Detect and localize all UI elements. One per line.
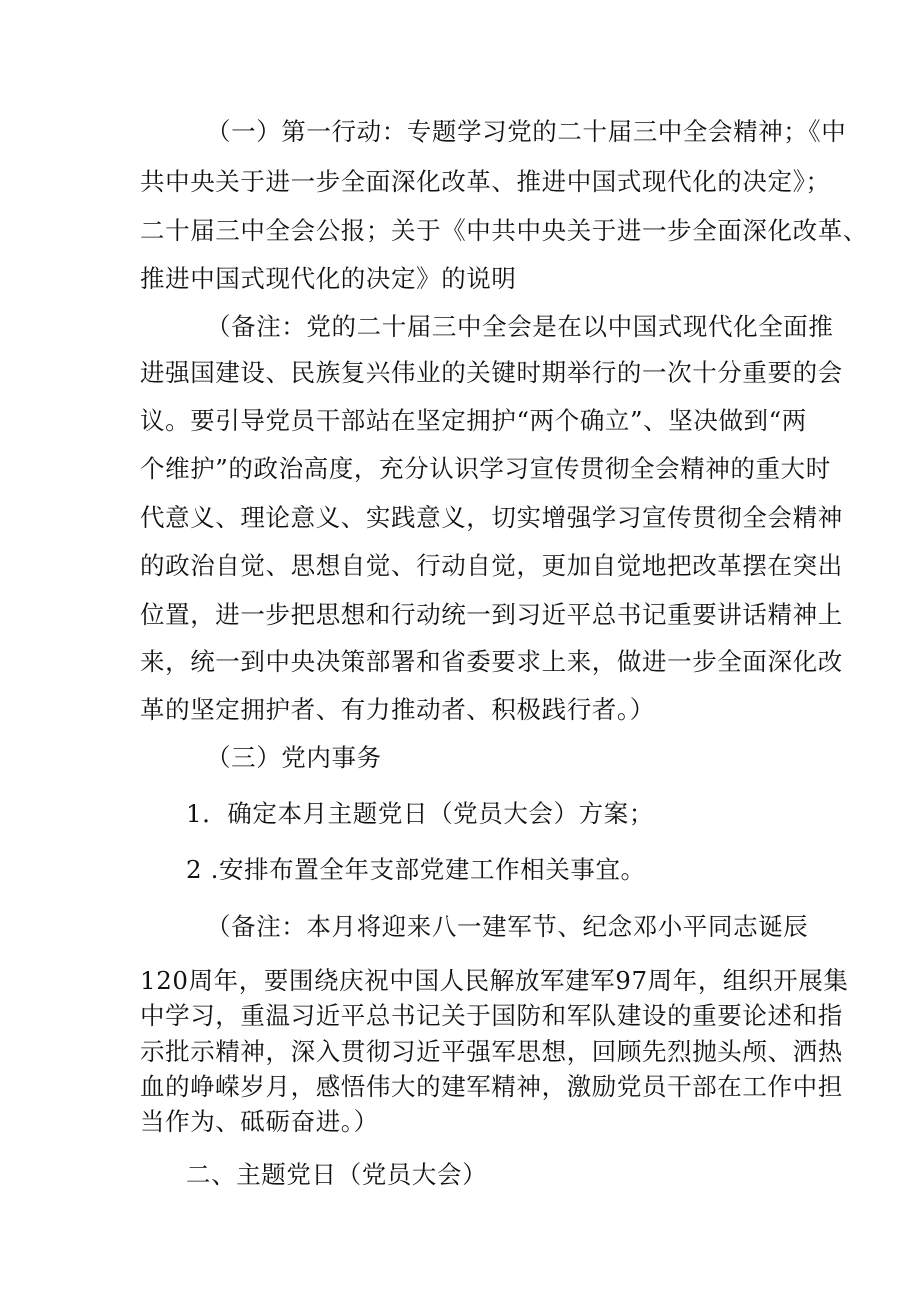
section3-heading: （三）党内事务 xyxy=(206,743,382,772)
note1-line-2: 进强国建设、民族复兴伟业的关键时期举行的一次十分重要的会 xyxy=(140,358,843,387)
note2-line-3: 中学习，重温习近平总书记关于国防和军队建设的重要论述和指 xyxy=(140,1001,843,1030)
section1-line-3: 二十届三中全会公报；关于《中共中央关于进一步全面深化改革、 xyxy=(140,216,868,245)
section3-item-2: 2 .安排布置全年支部党建工作相关事宜。 xyxy=(186,855,646,884)
note1-line-1: （备注：党的二十届三中全会是在以中国式现代化全面推 xyxy=(206,312,834,341)
note1-line-8: 来，统一到中央决策部署和省委要求上来，做进一步全面深化改 xyxy=(140,647,843,676)
note1-line-3: 议。要引导党员干部站在坚定拥护“两个确立”、坚决做到“两 xyxy=(140,406,807,435)
section1-line-2: 共中央关于进一步全面深化改革、推进中国式现代化的决定》； xyxy=(140,167,831,196)
note1-line-7: 位置，进一步把思想和行动统一到习近平总书记重要讲话精神上 xyxy=(140,600,843,629)
section3-item-1: 1．确定本月主题党日（党员大会）方案； xyxy=(186,799,654,828)
note2-line-1: （备注：本月将迎来八一建军节、纪念邓小平同志诞辰 xyxy=(206,912,809,941)
note1-line-4: 个维护”的政治高度，充分认识学习宣传贯彻全会精神的重大时 xyxy=(140,454,831,483)
section1-line-1: （一）第一行动：专题学习党的二十届三中全会精神；《中 xyxy=(206,117,847,146)
section1-line-4: 推进中国式现代化的决定》的说明 xyxy=(140,264,517,293)
note1-line-5: 代意义、理论意义、实践意义，切实增强学习宣传贯彻全会精神 xyxy=(140,503,843,532)
note1-line-6: 的政治自觉、思想自觉、行动自觉，更加自觉地把改革摆在突出 xyxy=(140,551,843,580)
section-two-heading: 二、主题党日（党员大会） xyxy=(186,1160,488,1189)
note1-line-9: 革的坚定拥护者、有力推动者、积极践行者。） xyxy=(140,695,655,724)
note2-line-2: 120周年，要围绕庆祝中国人民解放军建军97周年，组织开展集 xyxy=(140,966,849,995)
note2-line-5: 血的峥嵘岁月，感悟伟大的建军精神，激励党员干部在工作中担 xyxy=(140,1072,843,1101)
note2-line-6: 当作为、砥砺奋进。） xyxy=(140,1107,379,1136)
note2-line-4: 示批示精神，深入贯彻习近平强军思想，回顾先烈抛头颅、洒热 xyxy=(140,1037,843,1066)
